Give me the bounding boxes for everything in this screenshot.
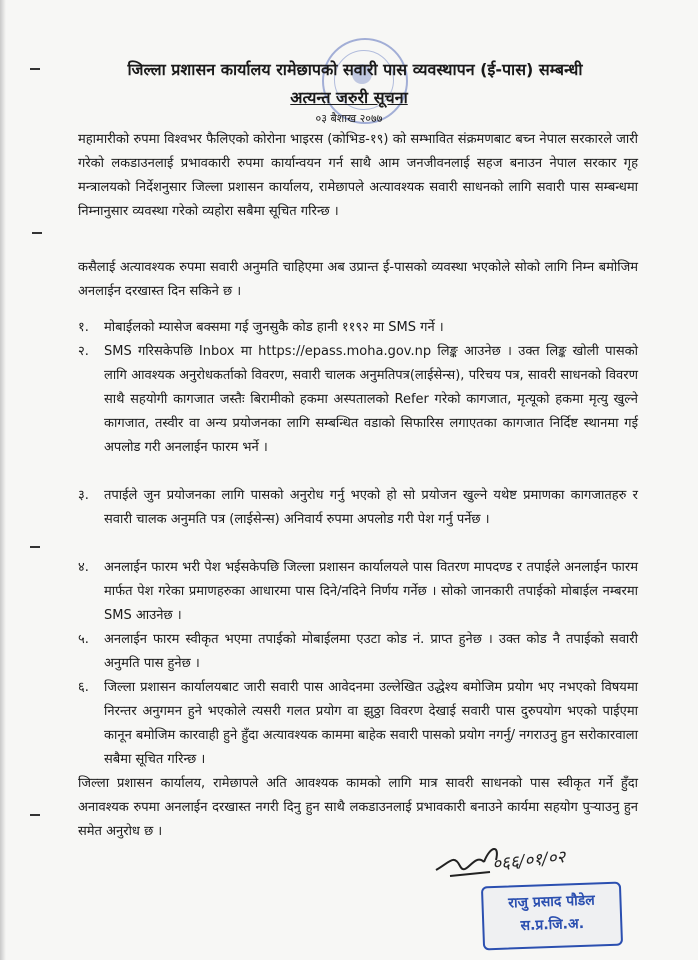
signature-date: ०६६/०१/०२ (491, 847, 567, 875)
official-name-stamp (481, 882, 623, 951)
closing-paragraph: जिल्ला प्रशासन कार्यालय, रामेछापले अति आवश्यक कामको लागि मात्र सावरी साधनको पास स्वीकृत गर्ने हुँदा अनावश्यक रुपमा अनलाईन दरखास्त नगरी दिनु हुन साथै लकडाउनलाई प्रभावकारी बनाउने कार्यमा सहयोग पुर्‍याउनु हुन समेत अनुरोध छ । (78, 776, 638, 839)
punch-mark (30, 68, 40, 70)
notice-subtitle: अत्यन्त जरुरी सूचना (290, 88, 408, 107)
list-item-text: मोबाईलको म्यासेज बक्समा गई जुनसुकै कोड हानी ११९२ मा SMS गर्ने । (104, 320, 444, 335)
list-item-text: अनलाईन फारम स्वीकृत भएमा तपाईको मोबाईलमा एउटा कोड नं. प्राप्त हुनेछ । उक्त कोड नै तपाईको सवारी अनुमति पास हुनेछ । (104, 632, 638, 671)
notice-title: जिल्ला प्रशासन कार्यालय रामेछापको सवारी पास व्यवस्थापन (ई-पास) सम्बन्धी (127, 60, 583, 79)
punch-mark (30, 546, 40, 548)
punch-mark (32, 232, 42, 234)
punch-mark (30, 814, 40, 816)
notice-date: ०३ बैशाख २०७७ (315, 112, 383, 125)
list-item-text: अनलाईन फारम भरी पेश भईसकेपछि जिल्ला प्रशासन कार्यालयले पास वितरण मापदण्ड र तपाईले अनलाईन फारम मार्फत पेश गरेका प्रमाणहरुका आधारमा पास दिने/नदिने निर्णय गर्नेछ । सोको जानकारी तपाईको मोबाईल नम्बरमा SMS आउनेछ । (104, 560, 638, 623)
list-item-number: ५. (78, 632, 89, 647)
list-item-number: २. (78, 344, 89, 359)
page-edge-shadow (0, 0, 6, 960)
list-item-text: SMS गरिसकेपछि Inbox मा https://epass.moha.gov.np लिङ्क आउनेछ । उक्त लिङ्क खोली पासको लागि आवश्यक अनुरोधकर्ताको विवरण, सवारी चालक अनुमतिपत्र(लाईसेन्स), परिचय पत्र, सावरी साधनको विवरण साथै सहयोगी कागजात जस्तैः बिरामीको हकमा अस्पतालको Refer गरेको कागजात, मृत्यूको हकमा मृत्यु खुल्ने कागजात, तस्वीर वा अन्य प्रयोजनका लागि सम्बन्धित वडाको सिफारिस लगाएतका कागजात निर्दिष्ट स्थानमा गई अपलोड गरी अनलाईन फारम भर्ने । (104, 344, 638, 455)
officer-designation: स.प्र.जि.अ. (520, 915, 585, 935)
list-item-number: ३. (78, 488, 89, 503)
list-item-text: तपाईले जुन प्रयोजनका लागि पासको अनुरोध गर्नु भएको हो सो प्रयोजन खुल्ने यथेष्ट प्रमाणका कागजातहरु र सवारी चालक अनुमति पत्र (लाईसेन्स) अनिवार्य रुपमा अपलोड गरी पेश गर्नु पर्नेछ । (104, 488, 638, 527)
list-item-number: ६. (78, 680, 89, 695)
officer-name: राजु प्रसाद पौडेल (507, 892, 596, 912)
intro-paragraph: महामारीको रुपमा विश्वभर फैलिएको कोरोना भाइरस (कोभिड-१९) को सम्भावित संक्रमणबाट बच्न नेपाल सरकारले जारी गरेको लकडाउनलाई प्रभावकारी रुपमा कार्यान्वयन गर्न साथै आम जनजीवनलाई सहज बनाउन नेपाल सरकार गृह मन्त्रालयको निर्देशनुसार जिल्ला प्रशासन कार्यालय, रामेछापले अत्यावश्यक सवारी साधनको लागि सवारी पास सम्बन्धमा निम्नानुसार व्यवस्था गरेको व्यहोरा सबैमा सूचित गरिन्छ । (78, 132, 638, 219)
list-item-number: १. (78, 320, 89, 335)
list-item-text: जिल्ला प्रशासन कार्यालयबाट जारी सवारी पास आवेदनमा उल्लेखित उद्धेश्य बमोजिम प्रयोग भए नभएको विषयमा निरन्तर अनुगमन हुने भएकोले त्यसरी गलत प्रयोग वा झुठ्ठा विवरण देखाई सवारी पास दुरुपयोग भएको पाईएमा कानून बमोजिम कारवाही हुने हुँदा अत्यावश्यक काममा बाहेक सवारी पासको प्रयोग नगर्नु/ नगराउनु हुन सरोकारवाला सबैमा सूचित गरिन्छ । (104, 680, 638, 767)
epass-paragraph: कसैलाई अत्यावश्यक रुपमा सवारी अनुमति चाहिएमा अब उप्रान्त ई-पासको व्यवस्था भएकोले सोको लागि निम्न बमोजिम अनलाईन दरखास्त दिन सकिने छ । (78, 260, 638, 299)
list-item-number: ४. (78, 560, 89, 575)
